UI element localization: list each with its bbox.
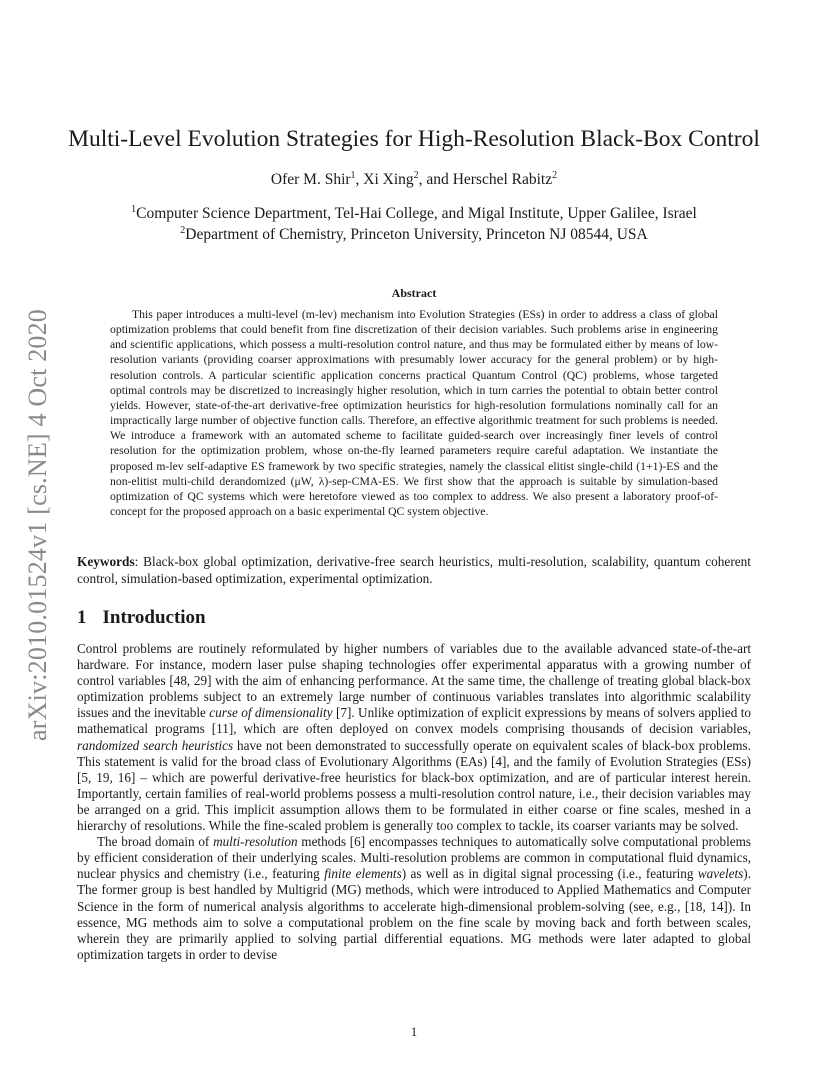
author-name: Herschel Rabitz: [452, 171, 553, 188]
emphasis-run: randomized search heuristics: [77, 737, 234, 753]
emphasis-run: wavelets: [697, 866, 744, 882]
abstract-heading: Abstract: [391, 286, 437, 300]
arxiv-identifier: arXiv:2010.01524v1 [cs.NE] 4 Oct 2020: [23, 309, 52, 741]
affiliation-line: [60, 224, 768, 245]
affiliation-line: [60, 203, 768, 224]
author-affil-mark: 2: [413, 169, 419, 181]
affiliation-text: Computer Science Department, Tel-Hai College, and Migal Institute, Upper Galilee, Israel: [136, 205, 697, 222]
text-run: have not been demonstrated to successfully operate on equivalent scales of black-box problems. This statement is valid for the broad class of Evolutionary Algorithms (EAs) [4], and the family of Evolution Strategies (ESs) [5, 19, 16] – which are powerful derivative-free heuristics for black-box optimization, and are of particular interest herein. Importantly, certain families of real-world problems possess a multi-resolution control nature, i.e., their decision variables may be arranged on a grid. This implicit assumption allows them to be formulated in either coarse or fine scales, meshed in a hierarchy of resolutions. While the fine-scaled problem is generally too complex to tackle, its coarser variants may be solved.: [77, 737, 751, 834]
arxiv-sidebar: [8, 295, 68, 755]
emphasis-run: curse of dimensionality: [209, 705, 333, 721]
keywords-text: : Black-box global optimization, derivative-free search heuristics, multi-resolution, scalability, quantum coherent control, simulation-based optimization, experimental optimization.: [77, 554, 751, 586]
page-number: 1: [410, 1024, 418, 1039]
author-affil-mark: 2: [552, 169, 558, 181]
paragraph: [77, 641, 751, 834]
section-heading: [77, 607, 206, 629]
affiliation-mark: 2: [180, 224, 186, 236]
affiliations: [60, 203, 768, 245]
abstract-body: This paper introduces a multi-level (m-lev) mechanism into Evolution Strategies (ESs) in order to address a class of global optimization problems that could benefit from fine discretization of their decision variables. Such problems arise in engineering and scientific applications, which possess a multi-resolution control nature, and thus may be formulated either by means of low-resolution variants (providing coarser approximations with presumably lower accuracy for the general problem) or by high-resolution controls. A particular scientific application concerns practical Quantum Control (QC) problems, whose targeted optimal controls may be discretized to increasingly higher resolution, which in turn carries the potential to obtain better control yields. However, state-of-the-art derivative-free optimization heuristics for high-resolution formulations nominally call for an impractically large number of objective function calls. Therefore, an effective algorithmic treatment for such problems is needed. We introduce a framework with an automated scheme to facilitate guided-search over increasingly finer levels of control resolution for the optimization problem, whose on-the-fly learned parameters require careful adaptation. We instantiate the proposed m-lev self-adaptive ES framework by two specific strategies, namely the classical elitist single-child (1+1)-ES and the non-elitist multi-child derandomized (μW, λ)-sep-CMA-ES. We first show that the approach is suitable by simulation-based optimization of QC systems which were heretofore viewed as too complex to address. We also present a laboratory proof-of-concept for the proposed approach on a basic experimental QC system objective.: [110, 308, 718, 519]
author-affil-mark: 1: [350, 169, 356, 181]
affiliation-mark: 1: [131, 203, 137, 215]
affiliation-text: Department of Chemistry, Princeton University, Princeton NJ 08544, USA: [185, 226, 648, 243]
author-list: [60, 169, 768, 191]
author-name: Ofer M. Shir: [270, 171, 351, 188]
emphasis-run: multi-resolution: [213, 834, 298, 850]
text-run: The broad domain of: [97, 834, 214, 850]
introduction-body: [77, 641, 751, 963]
section-number: 1: [77, 607, 87, 628]
paragraph: [77, 834, 751, 963]
author-separator: ,: [355, 171, 364, 188]
text-run: Control problems are routinely reformulated by higher numbers of variables due to the available advanced state-of-the-art hardware. For instance, modern laser pulse shaping technologies offer experimental apparatus with a growing number of control variables [48, 29] with the aim of enhancing performance. At the same time, the challenge of treating global black-box optimization problems subject to an extremely large number of continuous variables translates into algorithmic scalability issues and the inevitable: [77, 641, 751, 721]
text-run: ). The former group is best handled by Multigrid (MG) methods, which were introduced to Applied Mathematics and Computer Science in the form of numerical analysis algorithms to accelerate high-dimensional problem-solving (see, e.g., [18, 14]). In essence, MG methods aim to solve a computational problem on the fine scale by moving back and forth between scales, wherein they are primarily applied to solving partial differential equations. MG methods were later adapted to global optimization targets in order to devise: [77, 866, 751, 962]
text-run: ) as well as in digital signal processing (i.e., featuring: [401, 866, 698, 882]
paper-title: Multi-Level Evolution Strategies for High-Resolution Black-Box Control: [68, 126, 760, 152]
emphasis-run: finite elements: [324, 866, 402, 882]
keywords: [77, 553, 751, 587]
text-run: [7]. Unlike optimization of explicit expressions by means of solvers applied to mathematical programs [11], which are often deployed on convex models comprising thousands of decision variables,: [77, 705, 751, 737]
keywords-label: Keywords: [77, 554, 135, 569]
author-name: Xi Xing: [363, 171, 414, 188]
author-separator: , and: [418, 171, 453, 188]
section-title: Introduction: [102, 607, 206, 628]
text-run: methods [6] encompasses techniques to automatically solve computational problems by efficient consideration of their underlying scales. Multi-resolution problems are common in computational fluid dynamics, nuclear physics and chemistry (i.e., featuring: [77, 834, 751, 882]
